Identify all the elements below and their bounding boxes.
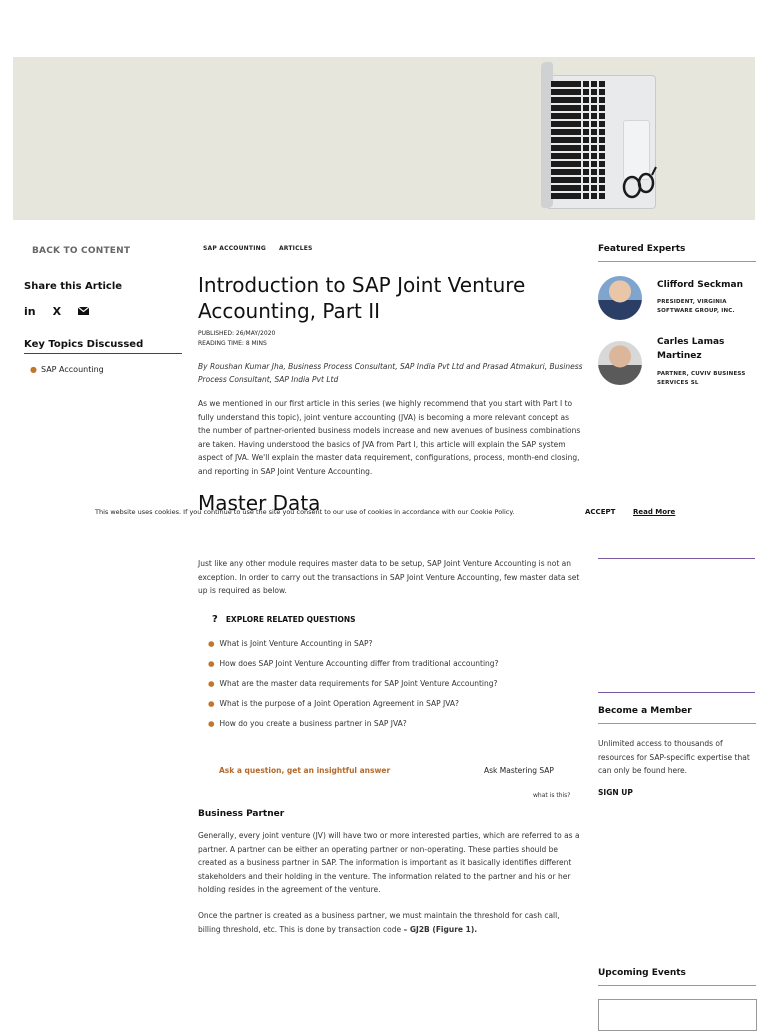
- related-question[interactable]: [208, 659, 499, 679]
- question-label: What is Joint Venture Accounting in SAP?: [219, 639, 373, 648]
- expert-role: PARTNER, CUVIV BUSINESS SERVICES SL: [657, 371, 746, 386]
- related-question[interactable]: [208, 639, 499, 659]
- cookie-accept-button[interactable]: ACCEPT: [585, 508, 616, 516]
- article-meta: [198, 329, 275, 349]
- sign-up-link[interactable]: SIGN UP: [598, 788, 633, 797]
- section-heading: Master Data: [198, 491, 321, 515]
- article-title: Introduction to SAP Joint Venture Accounting, Part II: [198, 273, 526, 323]
- business-partner-text: Generally, every joint venture (JV) will have two or more interested parties, which are referred to as a partner. A partner can be either an operating partner or non-operating. These parties should be created as a business partner in SAP. The information is important as it basically identifies different stakeholders and their holding in the venture. The information related to the partner and his or her holding resides in the agreement of the venture.: [198, 831, 580, 895]
- glasses-icon: [618, 165, 658, 205]
- topic-label: SAP Accounting: [40, 365, 104, 374]
- related-questions-list: [208, 639, 499, 739]
- business-partner-heading: Business Partner: [198, 809, 285, 819]
- hero-image: [13, 57, 755, 220]
- expert-name[interactable]: Clifford Seckman: [657, 280, 744, 290]
- question-label: How do you create a business partner in SAP JVA?: [219, 719, 407, 728]
- article-tags: [203, 245, 313, 252]
- ask-question-link[interactable]: Ask a question, get an insightful answer: [219, 766, 391, 775]
- events-box: [598, 999, 757, 1031]
- explore-questions-title: [212, 614, 356, 625]
- bullet-icon: ●: [208, 679, 215, 688]
- ad-placeholder: [598, 558, 755, 693]
- become-member-title: Become a Member: [598, 706, 756, 724]
- cookie-read-more-link[interactable]: Read More: [633, 508, 676, 516]
- bullet-icon: ●: [208, 699, 215, 708]
- cookie-banner-text: This website uses cookies. If you continue to use the site you consent to our use of cookies in accordance with our Cookie Policy.: [95, 508, 515, 516]
- bullet-icon: ●: [208, 719, 215, 728]
- related-question[interactable]: [208, 719, 499, 739]
- question-label: How does SAP Joint Venture Accounting differ from traditional accounting?: [219, 659, 499, 668]
- transaction-code: – GJ2B (Figure 1).: [403, 924, 478, 934]
- linkedin-icon[interactable]: in: [24, 305, 36, 318]
- share-icons: [24, 305, 89, 318]
- tag-articles[interactable]: ARTICLES: [278, 245, 313, 252]
- keyboard-gaps: [575, 81, 609, 199]
- expert-name[interactable]: Carles Lamas Martinez: [657, 337, 725, 361]
- member-description: Unlimited access to thousands of resources for SAP-specific expertise that can only be found here.: [598, 739, 750, 776]
- topic-item[interactable]: [30, 365, 104, 374]
- master-data-text: Just like any other module requires master data to be setup, SAP Joint Venture Accounting is not an exception. In order to carry out the transactions in SAP Joint Venture Accounting, few master data set up is required as below.: [198, 559, 580, 596]
- upcoming-events-title: Upcoming Events: [598, 968, 756, 986]
- email-icon[interactable]: [78, 305, 89, 318]
- reading-time: READING TIME: 8 MINS: [198, 340, 267, 347]
- related-question[interactable]: [208, 679, 499, 699]
- explore-title-label: EXPLORE RELATED QUESTIONS: [225, 615, 356, 624]
- bullet-icon: ●: [208, 639, 215, 648]
- x-icon[interactable]: X: [52, 305, 62, 318]
- back-to-content-link[interactable]: BACK TO CONTENT: [32, 246, 131, 256]
- question-icon: ?: [212, 614, 218, 625]
- published-date: PUBLISHED: 26/MAY/2020: [198, 330, 276, 337]
- question-label: What is the purpose of a Joint Operation Agreement in SAP JVA?: [219, 699, 459, 708]
- featured-experts-title: Featured Experts: [598, 244, 756, 262]
- avatar[interactable]: [598, 276, 642, 320]
- tag-sap-accounting[interactable]: SAP ACCOUNTING: [203, 245, 266, 252]
- article-byline: By Roushan Kumar Jha, Business Process Consultant, SAP India Pvt Ltd and Prasad Atmakuri, Business Process Consultant, SAP India Pvt Ltd: [198, 362, 583, 384]
- related-question[interactable]: [208, 699, 499, 719]
- expert-role: PRESIDENT, VIRGINIA SOFTWARE GROUP, INC.: [657, 299, 735, 314]
- ask-mastering-sap[interactable]: Ask Mastering SAP: [484, 766, 554, 775]
- avatar[interactable]: [598, 341, 642, 385]
- article-intro: As we mentioned in our first article in this series (we highly recommend that you start with Part I to fully understand this topic), joint venture accounting (JVA) is becoming a more relevant concept as the number of partner-oriented business models increase and new avenues of business combinations are taken. Having understood the basics of JVA from Part I, this article will explain the SAP system aspect of JVA. We'll explain the master data requirement, configurations, process, month-end closing, and reporting in SAP Joint Venture Accounting.: [198, 399, 581, 476]
- bullet-icon: ●: [30, 365, 37, 374]
- threshold-text: [198, 909, 583, 936]
- share-title: Share this Article: [24, 281, 123, 292]
- key-topics-title: Key Topics Discussed: [24, 339, 182, 354]
- question-label: What are the master data requirements for SAP Joint Venture Accounting?: [219, 679, 498, 688]
- threshold-text-body: Once the partner is created as a business partner, we must maintain the threshold for cash call, billing threshold, etc. This is done by transaction code: [198, 911, 560, 934]
- bullet-icon: ●: [208, 659, 215, 668]
- what-is-this-link[interactable]: what is this?: [533, 792, 571, 799]
